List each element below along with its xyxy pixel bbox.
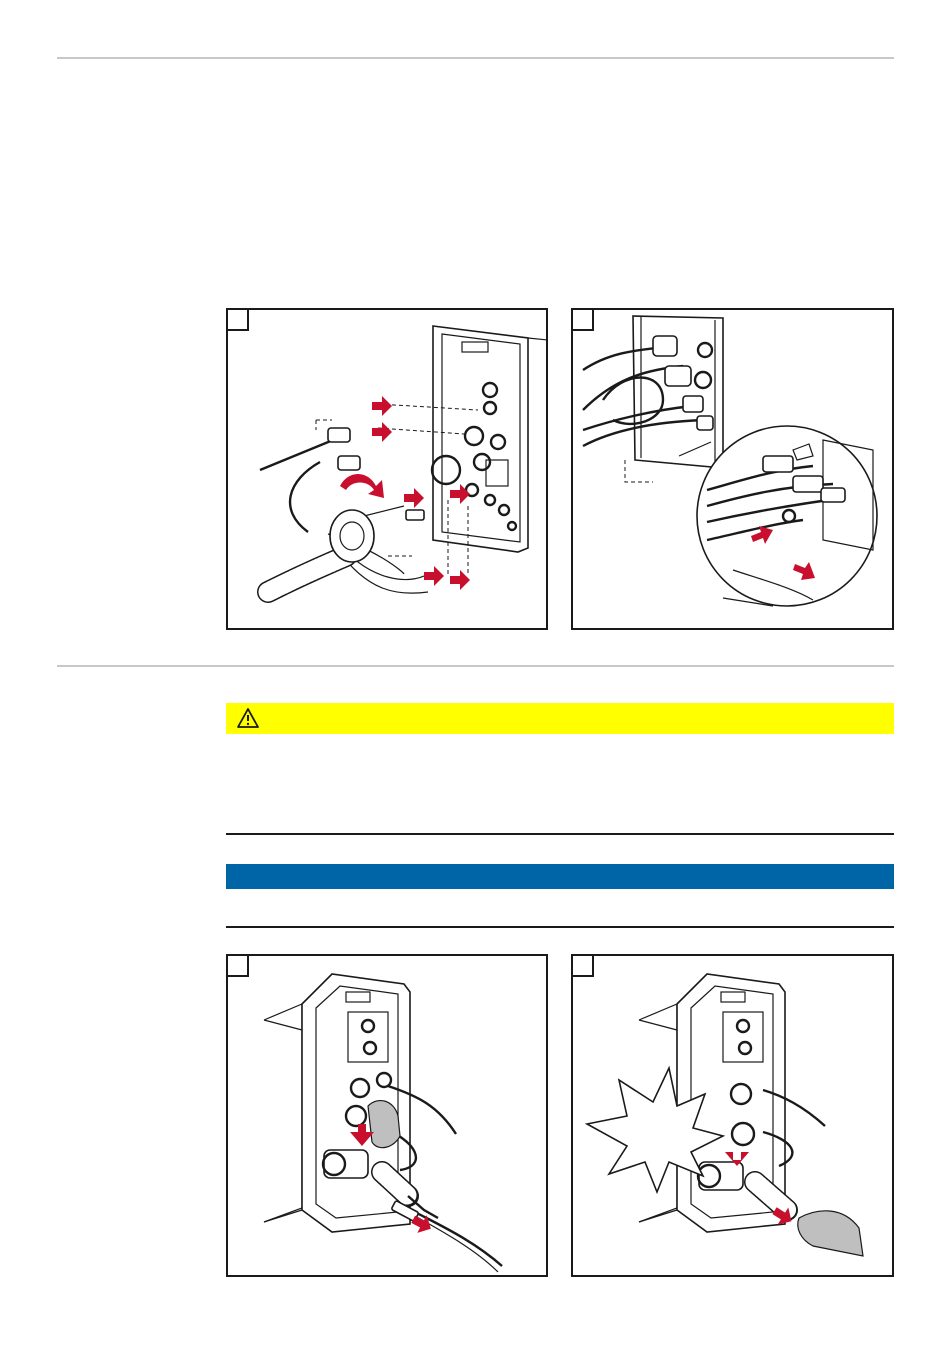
figure-connect-detail <box>571 308 894 630</box>
warning-triangle-icon <box>236 707 260 729</box>
note-top-rule <box>226 833 894 835</box>
figure-insert-torch <box>226 954 548 1277</box>
insert-illustration <box>228 956 546 1275</box>
detail-illustration <box>573 310 892 628</box>
note-bottom-rule <box>226 926 894 928</box>
figure-connect-hosepack <box>226 308 548 630</box>
caution-banner <box>226 703 894 734</box>
connect-illustration <box>228 310 546 628</box>
section-rule <box>57 665 894 667</box>
pull-test-illustration <box>573 956 892 1275</box>
header-rule <box>57 57 894 59</box>
figure-pull-test <box>571 954 894 1277</box>
note-banner <box>226 864 894 889</box>
